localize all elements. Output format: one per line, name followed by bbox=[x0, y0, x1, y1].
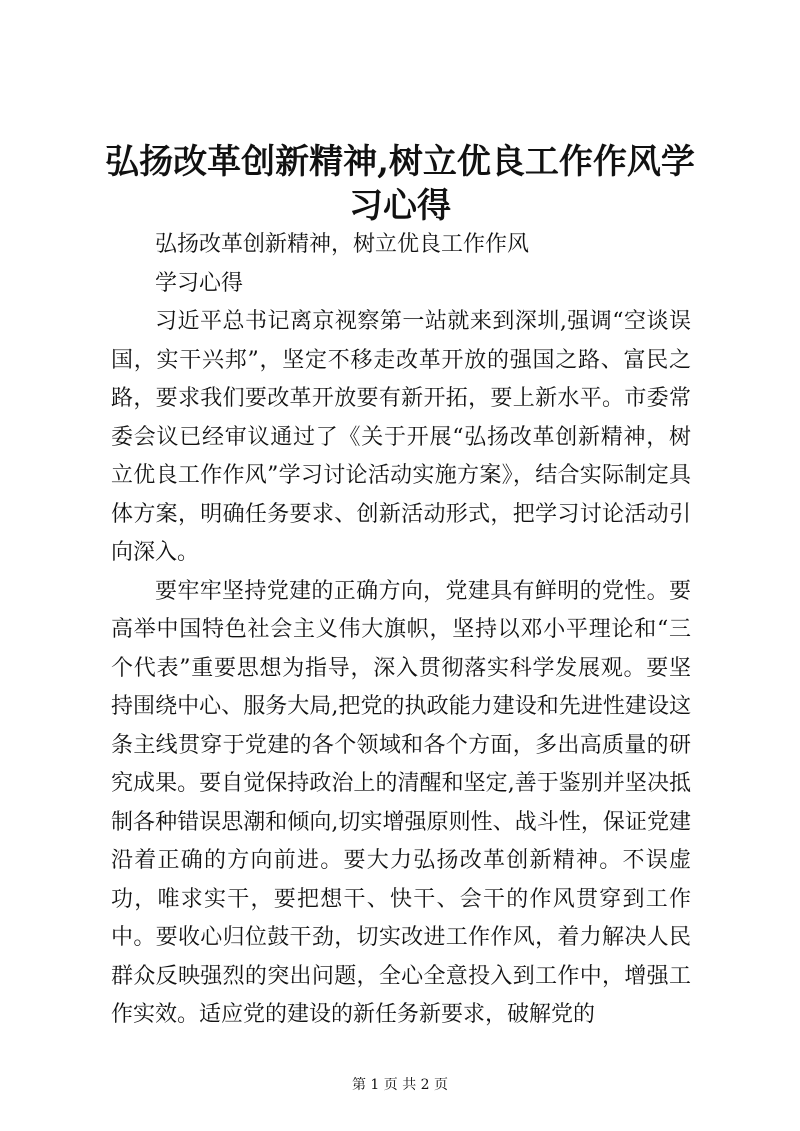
subtitle-line: 弘扬改革创新精神，树立优良工作作风 bbox=[155, 232, 530, 257]
body-paragraph: 习近平总书记离京视察第一站就来到深圳,强调“空谈误国，实干兴邦”，坚定不移走改革开放的强国之路、富民之路，要求我们要改革开放要有新开拓，要上新水平。市委常委会议已经审议通过了《关于开展“弘扬改革创新精神，树立优良工作作风”学习讨论活动实施方案》，结合实际制定具体方案，明确任务要求、创新活动形式，把学习讨论活动引向深入。 bbox=[111, 309, 691, 565]
subtitle-line: 学习心得 bbox=[155, 270, 244, 296]
page-number-footer: 第 1 页 共 2 页 bbox=[351, 1077, 449, 1093]
document-body bbox=[111, 226, 691, 1035]
body-paragraph: 要牢牢坚持党建的正确方向，党建具有鲜明的党性。要高举中国特色社会主义伟大旗帜，坚持以邓小平理论和“三个代表”重要思想为指导，深入贯彻落实科学发展观。要坚持围绕中心、服务大局,把党的执政能力建设和先进性建设这条主线贯穿于党建的各个领域和各个方面，多出高质量的研究成果。要自觉保持政治上的清醒和坚定,善于鉴别并坚决抵制各种错误思潮和倾向,切实增强原则性、战斗性，保证党建沿着正确的方向前进。要大力弘扬改革创新精神。不误虚功，唯求实干，要把想干、快干、会干的作风贯穿到工作中。要收心归位鼓干劲，切实改进工作作风，着力解决人民群众反映强烈的突出问题，全心全意投入到工作中，增强工作实效。适应党的建设的新任务新要求，破解党的 bbox=[111, 578, 691, 1027]
document-title: 弘扬改革创新精神,树立优良工作作风学习心得 bbox=[105, 142, 695, 226]
